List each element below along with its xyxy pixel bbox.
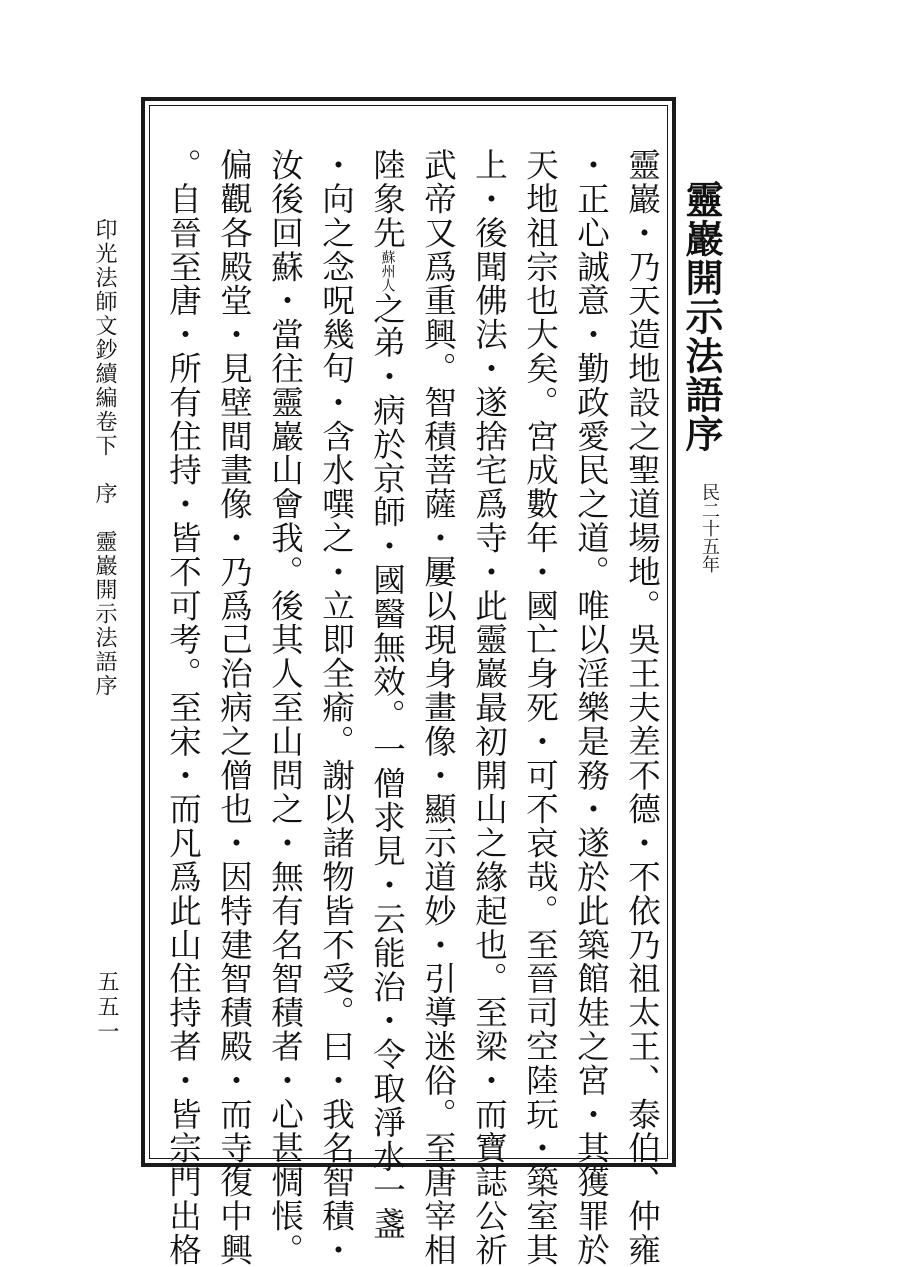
document-date: 民二十五年	[699, 483, 720, 573]
document-title: 靈巖開示法語序	[679, 180, 724, 453]
text-column-1: 靈巖・乃天造地設之聖道場地。吳王夫差不德・不依乃祖太王、泰伯、仲雍	[623, 148, 662, 1267]
text-column-5: 武帝又爲重興。智積菩薩・屢以現身畫像・顯示道妙・引導迷俗。至唐宰相	[419, 148, 458, 1267]
text-column-6-before: 陸象先	[368, 148, 407, 250]
interlinear-note: 蘇州人	[379, 249, 396, 292]
text-column-9: 偏觀各殿堂・見壁間畫像・乃爲己治病之僧也・因特建智積殿・而寺復中興	[215, 148, 254, 1267]
running-head: 印光法師文鈔續編卷下 序 靈巖開示法語序	[92, 218, 117, 698]
page-number: 五五一	[94, 970, 119, 1045]
text-column-6-after: 之弟・病於京師・國醫無效。一僧求見・云能治・令取淨水一盞	[368, 291, 407, 1241]
text-column-4: 上・後聞佛法・遂捨宅爲寺・此靈巖最初開山之緣起也。至梁・而寶誌公祈	[470, 148, 509, 1267]
text-column-6	[368, 148, 407, 1241]
text-column-7: ・向之念呪幾句・含水噀之・立即全瘉。謝以諸物皆不受。曰・我名智積・	[317, 148, 356, 1267]
text-column-8: 汝後回蘇・當往靈巖山會我。後其人至山問之・無有名智積者・心甚惆悵。	[266, 148, 305, 1267]
text-column-2: ・正心誠意・勤政愛民之道。唯以淫樂是務・遂於此築館娃之宮・其獲罪於	[572, 148, 611, 1267]
text-column-10: 。自晉至唐・所有住持・皆不可考。至宋・而凡爲此山住持者・皆宗門出格	[164, 148, 203, 1267]
text-column-3: 天地祖宗也大矣。宮成數年・國亡身死・可不哀哉。至晉司空陸玩・築室其	[521, 148, 560, 1267]
